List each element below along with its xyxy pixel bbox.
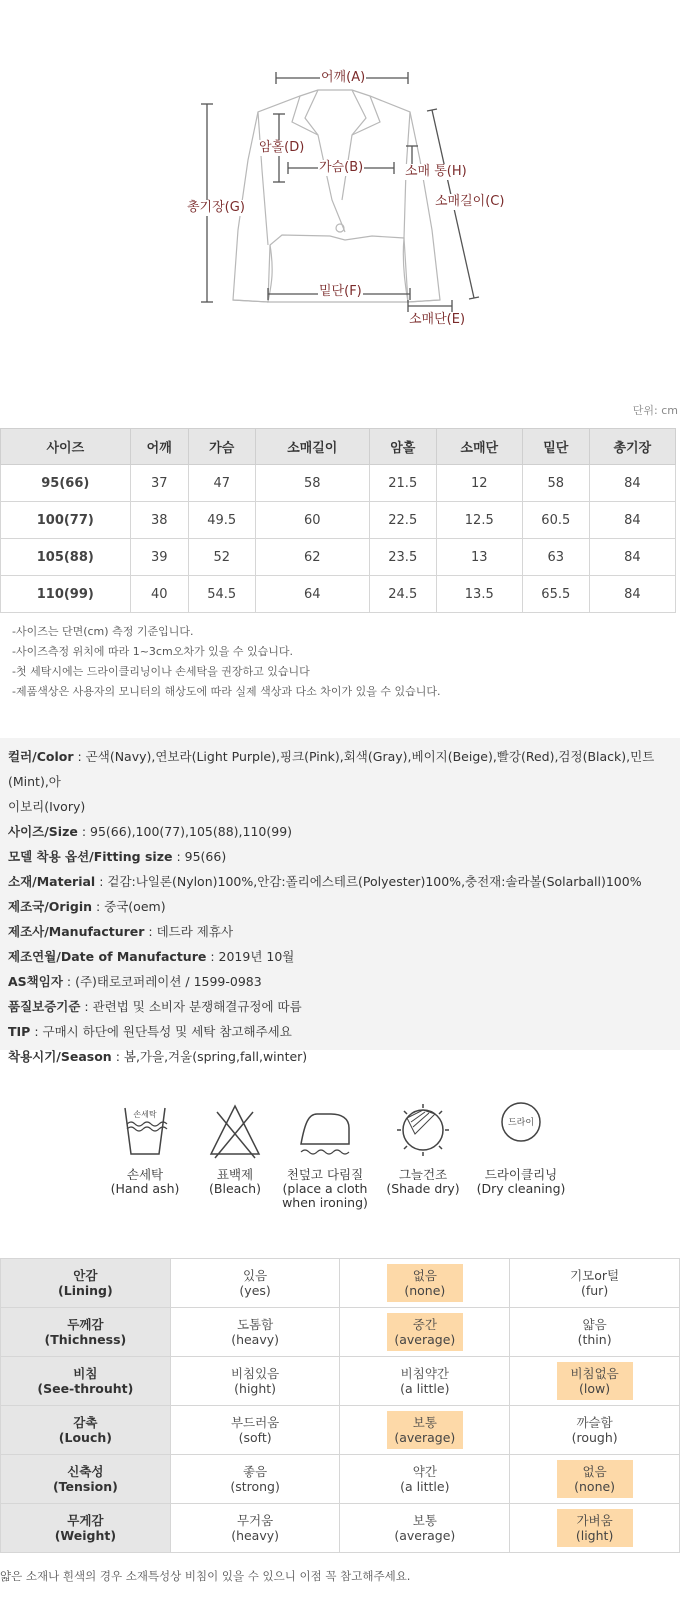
- spec-row: [8, 969, 672, 994]
- option-label-en: (average): [394, 1430, 456, 1445]
- spec-row: [8, 744, 672, 794]
- value-cell: 52: [188, 539, 255, 576]
- no-bleach-icon: [207, 1100, 263, 1160]
- property-name-ko: 무게감: [67, 1513, 104, 1528]
- header-cell: 사이즈: [1, 429, 131, 465]
- dry-clean-icon: [493, 1100, 549, 1160]
- value-cell: 21.5: [369, 465, 436, 502]
- unit-label: 단위: cm: [632, 404, 678, 417]
- label-sleeve-width: 소매 통(H): [405, 164, 467, 179]
- selected-option: [557, 1362, 633, 1400]
- selected-option: [557, 1460, 633, 1498]
- option: [231, 1411, 279, 1449]
- spec-key: 품질보증기준: [8, 999, 81, 1014]
- size-diagram: [0, 0, 680, 400]
- option-label-en: (light): [575, 1528, 614, 1543]
- care-instructions: [0, 1100, 680, 1240]
- care-label: 드라이클리닝: [484, 1167, 558, 1182]
- value-cell: 54.5: [188, 576, 255, 613]
- hand-wash-icon-text: 손세탁: [133, 1110, 157, 1119]
- label-hem: 밑단(F): [319, 284, 362, 299]
- spec-row: [8, 894, 672, 919]
- option-label-en: (a little): [400, 1381, 450, 1396]
- property-option: [510, 1308, 680, 1357]
- hand-wash-icon: [117, 1100, 173, 1160]
- value-cell: 84: [589, 465, 675, 502]
- value-cell: 84: [589, 502, 675, 539]
- label-sleeve-end: 소매단(E): [409, 312, 466, 327]
- table-row: [1, 576, 676, 613]
- spec-value: : 곤색(Navy),연보라(Light Purple),핑크(Pink),회색(Gray),베이지(Beige),빨강(Red),검정(Black),민트(Mint),아: [8, 749, 655, 789]
- property-option: [170, 1504, 340, 1553]
- property-name: [1, 1357, 171, 1406]
- option-label: 가벼움: [576, 1513, 613, 1528]
- value-cell: 84: [589, 539, 675, 576]
- note-line: -사이즈는 단면(cm) 측정 기준입니다.: [12, 625, 194, 638]
- value-cell: 84: [589, 576, 675, 613]
- value-cell: 58: [255, 465, 369, 502]
- spec-value: : 데드라 제휴사: [144, 924, 234, 939]
- spec-value: : 중국(oem): [92, 899, 166, 914]
- care-dry-cleaning: [466, 1100, 576, 1196]
- option: [570, 1264, 619, 1302]
- value-cell: 12: [436, 465, 522, 502]
- property-option: [170, 1406, 340, 1455]
- care-label-en: (Bleach): [209, 1181, 261, 1196]
- spec-row: [8, 1019, 672, 1044]
- value-cell: 37: [130, 465, 188, 502]
- property-option: [170, 1308, 340, 1357]
- option-label-en: (soft): [238, 1430, 272, 1445]
- option-label: 얇음: [582, 1317, 607, 1332]
- table-row: [1, 1504, 680, 1553]
- spec-value: : (주)태로코퍼레이션 / 1599-0983: [62, 974, 262, 989]
- value-cell: 23.5: [369, 539, 436, 576]
- value-cell: 22.5: [369, 502, 436, 539]
- option-label-en: (a little): [400, 1479, 450, 1494]
- table-row: [1, 1357, 680, 1406]
- spec-key: 컬러/Color: [8, 749, 74, 764]
- care-label-en: (Dry cleaning): [476, 1181, 566, 1196]
- property-option: [340, 1357, 510, 1406]
- size-cell: 95(66): [1, 465, 131, 502]
- dry-clean-icon-text: 드라이: [507, 1118, 535, 1128]
- value-cell: 60.5: [522, 502, 589, 539]
- property-option: [340, 1259, 510, 1308]
- care-label-en: (Hand ash): [110, 1181, 180, 1196]
- size-cell: 100(77): [1, 502, 131, 539]
- property-option: [340, 1504, 510, 1553]
- value-cell: 58: [522, 465, 589, 502]
- spec-value: : 겉감:나일론(Nylon)100%,안감:폴리에스테르(Polyester)100%,충전재:솔라볼(Solarball)100%: [95, 874, 642, 889]
- spec-row: [8, 844, 672, 869]
- note-line: -제품색상은 사용자의 모니터의 해상도에 따라 실제 색상과 다소 차이가 있을 수 있습니다.: [12, 685, 441, 698]
- value-cell: 60: [255, 502, 369, 539]
- property-name-ko: 감촉: [73, 1415, 98, 1430]
- table-row: [1, 1455, 680, 1504]
- option-label: 부드러움: [230, 1415, 280, 1430]
- footnote: 얇은 소재나 흰색의 경우 소재특성상 비침이 있을 수 있으니 이점 꼭 참고해주세요.: [0, 1569, 411, 1583]
- value-cell: 12.5: [436, 502, 522, 539]
- spec-key: 소재/Material: [8, 874, 96, 889]
- table-row: [1, 1259, 680, 1308]
- header-cell: 암홀: [369, 429, 436, 465]
- property-name-ko: 안감: [73, 1268, 98, 1283]
- option-label-en: (hight): [234, 1381, 277, 1396]
- option-label: 까슬함: [576, 1415, 613, 1430]
- label-sleeve-length: 소매길이(C): [435, 194, 505, 209]
- spec-key: TIP: [8, 1024, 31, 1039]
- header-cell: 총기장: [589, 429, 675, 465]
- care-label-en: when ironing): [282, 1195, 368, 1210]
- spec-key: 모델 착용 옵션/Fitting size: [8, 849, 173, 864]
- property-option: [340, 1308, 510, 1357]
- value-cell: 63: [522, 539, 589, 576]
- property-name-en: (Weight): [54, 1528, 117, 1543]
- option-label: 보통: [412, 1513, 437, 1528]
- option-label: 중간: [412, 1317, 437, 1332]
- property-name-en: (See-throuht): [37, 1381, 134, 1396]
- note-line: -사이즈측정 위치에 따라 1~3cm오차가 있을 수 있습니다.: [12, 645, 293, 658]
- spec-value: 이보리(Ivory): [8, 799, 86, 814]
- property-option: [510, 1357, 680, 1406]
- size-notes: [12, 622, 440, 702]
- spec-row: [8, 919, 672, 944]
- shade-dry-icon: [393, 1100, 453, 1160]
- property-name-ko: 비침: [73, 1366, 98, 1381]
- spec-key: 제조사/Manufacturer: [8, 924, 145, 939]
- property-option: [340, 1406, 510, 1455]
- spec-row: [8, 869, 672, 894]
- property-name-en: (Thichness): [44, 1332, 127, 1347]
- option-label-en: (average): [394, 1332, 456, 1347]
- property-name: [1, 1259, 171, 1308]
- spec-row: [8, 944, 672, 969]
- table-row: [1, 465, 676, 502]
- option-label: 도톰함: [236, 1317, 274, 1332]
- value-cell: 47: [188, 465, 255, 502]
- property-option: [510, 1455, 680, 1504]
- property-option: [170, 1259, 340, 1308]
- size-cell: 105(88): [1, 539, 131, 576]
- option-label: 비침있음: [230, 1366, 280, 1381]
- property-name-en: (Louch): [58, 1430, 112, 1445]
- care-label: 천덮고 다림질: [286, 1167, 364, 1182]
- spec-key: 제조국/Origin: [8, 899, 92, 914]
- selected-option: [387, 1411, 463, 1449]
- label-chest: 가슴(B): [319, 160, 364, 175]
- option-label: 좋음: [243, 1464, 268, 1479]
- option-label-en: (low): [579, 1381, 611, 1396]
- care-label: 그늘건조: [398, 1167, 448, 1182]
- value-cell: 13: [436, 539, 522, 576]
- table-row: [1, 539, 676, 576]
- spec-value: : 95(66): [172, 849, 227, 864]
- option-label-en: (rough): [571, 1430, 618, 1445]
- care-label-en: (Shade dry): [386, 1181, 460, 1196]
- spec-key: 사이즈/Size: [8, 824, 78, 839]
- option-label-en: (heavy): [231, 1332, 280, 1347]
- value-cell: 62: [255, 539, 369, 576]
- header-cell: 어깨: [130, 429, 188, 465]
- table-row: [1, 1308, 680, 1357]
- option: [239, 1264, 270, 1302]
- option-label: 비침약간: [400, 1366, 449, 1381]
- option: [231, 1313, 279, 1351]
- option: [230, 1460, 280, 1498]
- property-option: [510, 1504, 680, 1553]
- value-cell: 49.5: [188, 502, 255, 539]
- option: [394, 1509, 455, 1547]
- care-ironing: [270, 1100, 380, 1210]
- property-name: [1, 1308, 171, 1357]
- option-label-en: (none): [574, 1479, 616, 1494]
- spec-value: : 구매시 하단에 원단특성 및 세탁 참고해주세요: [30, 1024, 292, 1039]
- header-cell: 소매단: [436, 429, 522, 465]
- jacket-illustration: [0, 0, 680, 400]
- option-label-en: (none): [404, 1283, 446, 1298]
- property-name-ko: 신축성: [67, 1464, 104, 1479]
- property-name: [1, 1455, 171, 1504]
- property-option: [170, 1357, 340, 1406]
- option: [572, 1411, 618, 1449]
- property-name-ko: 두께감: [67, 1317, 104, 1332]
- option-label-en: (average): [394, 1528, 456, 1543]
- option-label-en: (yes): [239, 1283, 271, 1298]
- spec-row: [8, 819, 672, 844]
- option-label-en: (fur): [580, 1283, 609, 1298]
- label-shoulder: 어깨(A): [321, 70, 366, 85]
- iron-icon: [295, 1100, 355, 1160]
- property-name-en: (Tension): [52, 1479, 118, 1494]
- option-label: 무거움: [236, 1513, 274, 1528]
- spec-row: [8, 994, 672, 1019]
- option: [231, 1509, 279, 1547]
- product-spec: [0, 738, 680, 1064]
- label-total-length: 총기장(G): [187, 200, 245, 215]
- spec-value: : 관련법 및 소비자 분쟁해결규정에 따름: [80, 999, 302, 1014]
- size-table-header: [1, 429, 676, 465]
- property-option: [510, 1406, 680, 1455]
- option: [400, 1460, 449, 1498]
- spec-key: AS책임자: [8, 974, 63, 989]
- care-label-en: (place a cloth: [282, 1181, 368, 1196]
- value-cell: 64: [255, 576, 369, 613]
- value-cell: 24.5: [369, 576, 436, 613]
- spec-key: 제조연월/Date of Manufacture: [8, 949, 207, 964]
- value-cell: 40: [130, 576, 188, 613]
- care-shade-dry: [368, 1100, 478, 1196]
- option: [231, 1362, 279, 1400]
- spec-value: : 95(66),100(77),105(88),110(99): [77, 824, 293, 839]
- option-label: 없음: [412, 1268, 437, 1283]
- property-option: [340, 1455, 510, 1504]
- care-label: 표백제: [216, 1167, 254, 1182]
- header-cell: 밑단: [522, 429, 589, 465]
- note-line: -첫 세탁시에는 드라이클리닝이나 손세탁을 권장하고 있습니다: [12, 665, 310, 678]
- header-cell: 소매길이: [255, 429, 369, 465]
- option-label: 보통: [412, 1415, 437, 1430]
- spec-key: 착용시기/Season: [8, 1049, 112, 1064]
- property-option: [170, 1455, 340, 1504]
- table-row: [1, 1406, 680, 1455]
- option: [578, 1313, 612, 1351]
- property-name-en: (Lining): [58, 1283, 113, 1298]
- option-label: 비침없음: [570, 1366, 619, 1381]
- option-label-en: (strong): [230, 1479, 280, 1494]
- size-cell: 110(99): [1, 576, 131, 613]
- spec-row: [8, 794, 672, 819]
- value-cell: 13.5: [436, 576, 522, 613]
- value-cell: 38: [130, 502, 188, 539]
- option-label: 약간: [412, 1464, 437, 1479]
- selected-option: [387, 1264, 463, 1302]
- selected-option: [557, 1509, 633, 1547]
- spec-row: [8, 1044, 672, 1069]
- property-name: [1, 1406, 171, 1455]
- spec-value: : 2019년 10월: [206, 949, 295, 964]
- selected-option: [387, 1313, 463, 1351]
- option-label-en: (thin): [577, 1332, 612, 1347]
- spec-value: : 봄,가을,겨울(spring,fall,winter): [111, 1049, 308, 1064]
- label-armhole: 암홀(D): [259, 140, 305, 155]
- property-name: [1, 1504, 171, 1553]
- value-cell: 39: [130, 539, 188, 576]
- option-label: 기모or털: [570, 1268, 620, 1283]
- header-cell: 가슴: [188, 429, 255, 465]
- option: [400, 1362, 449, 1400]
- care-label: 손세탁: [126, 1167, 164, 1182]
- size-table: [0, 428, 676, 613]
- table-row: [1, 502, 676, 539]
- option-label: 없음: [582, 1464, 607, 1479]
- value-cell: 65.5: [522, 576, 589, 613]
- option-label-en: (heavy): [231, 1528, 280, 1543]
- option-label: 있음: [243, 1268, 268, 1283]
- property-option: [510, 1259, 680, 1308]
- fabric-properties-table: [0, 1258, 680, 1553]
